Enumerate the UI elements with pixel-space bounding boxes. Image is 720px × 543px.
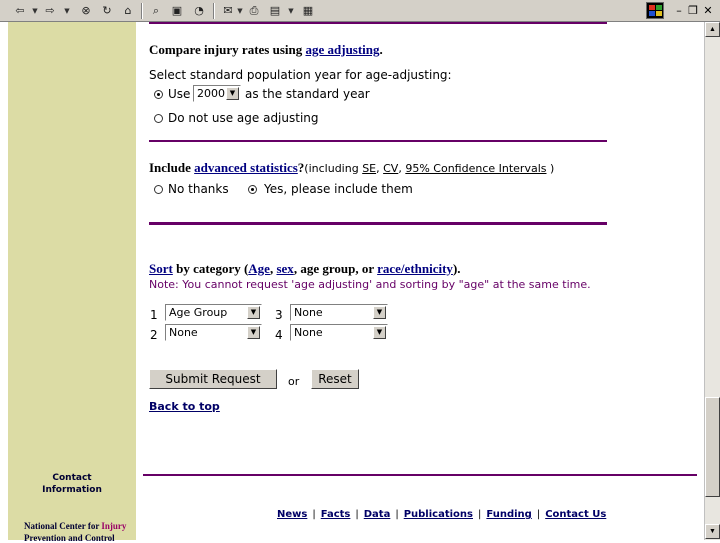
- mail-dropdown-icon[interactable]: ▼: [237, 7, 243, 15]
- contact-information-link[interactable]: [8, 472, 136, 496]
- no-thanks-radio[interactable]: [154, 185, 163, 194]
- org-injury: Injury: [101, 521, 127, 531]
- minimize-icon[interactable]: –: [676, 4, 682, 17]
- discuss-icon[interactable]: ▦: [302, 4, 314, 17]
- sort-slot-number: 2: [150, 328, 158, 342]
- restore-icon[interactable]: ❐: [688, 4, 698, 17]
- se-link[interactable]: SE: [362, 162, 377, 175]
- scroll-up-icon[interactable]: ▲: [705, 22, 720, 37]
- sort-mid: , age group, or: [293, 261, 378, 276]
- use-label: Use: [168, 87, 191, 101]
- footer-nav: [277, 504, 606, 522]
- footer-link-contact-us[interactable]: Contact Us: [545, 509, 607, 520]
- yes-include-radio[interactable]: [248, 185, 257, 194]
- footer-divider: [143, 474, 697, 476]
- divider: [149, 22, 607, 24]
- standard-year-select[interactable]: [193, 85, 241, 102]
- age-adjust-heading-prefix: Compare injury rates using: [149, 42, 306, 57]
- advanced-heading-q: ?: [297, 160, 305, 175]
- footer-link-data[interactable]: Data: [363, 509, 391, 520]
- advanced-stats-heading: [149, 159, 554, 177]
- mail-icon[interactable]: ✉: [223, 4, 233, 17]
- age-adjust-heading-suffix: .: [379, 42, 383, 57]
- sort-by-category: by category (: [172, 261, 249, 276]
- no-thanks-label: No thanks: [168, 182, 229, 196]
- sort-select-value: None: [169, 326, 198, 339]
- footer-separator: |: [536, 509, 541, 520]
- vertical-scrollbar[interactable]: [704, 22, 720, 540]
- or-text: or: [288, 375, 300, 388]
- search-icon[interactable]: ⌕: [152, 4, 160, 17]
- stop-icon[interactable]: ⊗: [81, 4, 91, 17]
- chevron-down-icon[interactable]: ▼: [247, 306, 260, 319]
- advanced-statistics-link[interactable]: advanced statistics: [194, 160, 298, 175]
- forward-dropdown-icon[interactable]: ▼: [64, 7, 70, 15]
- sort-end: ).: [452, 261, 461, 276]
- print-icon[interactable]: ⎙: [249, 4, 259, 17]
- left-sidebar: [8, 22, 136, 543]
- chevron-down-icon[interactable]: ▼: [373, 306, 386, 319]
- sort-select-value: None: [294, 326, 323, 339]
- sex-link[interactable]: sex: [276, 261, 294, 276]
- back-to-top-link[interactable]: Back to top: [149, 400, 220, 413]
- paren-open: (including: [304, 162, 363, 175]
- history-icon[interactable]: ◔: [194, 4, 204, 17]
- age-adjust-heading: [149, 42, 383, 58]
- back-to-top-wrapper: [149, 397, 220, 415]
- org-prefix: National Center for: [24, 521, 102, 531]
- edit-icon[interactable]: ▤: [269, 4, 281, 17]
- close-icon[interactable]: ✕: [703, 4, 713, 17]
- submit-request-button[interactable]: Submit Request: [149, 369, 277, 389]
- comma: ,: [398, 162, 406, 175]
- footer-link-publications[interactable]: Publications: [403, 509, 473, 520]
- footer-separator: |: [355, 509, 359, 520]
- sort-select-1[interactable]: [165, 304, 262, 321]
- sort-select-2[interactable]: [165, 324, 262, 341]
- forward-icon[interactable]: ⇨: [45, 4, 55, 17]
- chevron-down-icon[interactable]: ▼: [373, 326, 386, 339]
- year-suffix: as the standard year: [245, 87, 370, 101]
- no-age-adjust-radio[interactable]: [154, 114, 163, 123]
- standard-year-value: 2000: [197, 87, 225, 100]
- sort-heading: [149, 261, 461, 277]
- advanced-heading-prefix: Include: [149, 160, 195, 175]
- reset-button[interactable]: Reset: [311, 369, 359, 389]
- sort-link[interactable]: Sort: [149, 261, 173, 276]
- age-adjusting-link[interactable]: age adjusting: [305, 42, 380, 57]
- chevron-down-icon[interactable]: ▼: [226, 87, 239, 100]
- chevron-down-icon[interactable]: ▼: [247, 326, 260, 339]
- paren-close: ): [546, 162, 555, 175]
- footer-separator: |: [395, 509, 399, 520]
- sort-select-value: None: [294, 306, 323, 319]
- back-icon[interactable]: ⇦: [15, 4, 25, 17]
- browser-toolbar: [0, 0, 720, 22]
- sort-select-3[interactable]: [290, 304, 388, 321]
- divider: [149, 222, 607, 225]
- age-link[interactable]: Age: [248, 261, 270, 276]
- scroll-thumb[interactable]: [705, 397, 720, 497]
- toolbar-separator: [213, 3, 215, 19]
- no-age-adjust-label: Do not use age adjusting: [168, 111, 319, 125]
- age-adjust-prompt: Select standard population year for age-adjusting:: [149, 68, 452, 82]
- footer-separator: |: [478, 509, 482, 520]
- favorites-icon[interactable]: ▣: [171, 4, 183, 17]
- sort-select-4[interactable]: [290, 324, 388, 341]
- sort-slot-number: 1: [150, 308, 158, 322]
- use-age-adjust-radio[interactable]: [154, 90, 163, 99]
- back-dropdown-icon[interactable]: ▼: [32, 7, 38, 15]
- edit-dropdown-icon[interactable]: ▼: [288, 7, 294, 15]
- org-name-line2: Prevention and Control: [24, 533, 115, 543]
- scroll-down-icon[interactable]: ▼: [705, 524, 720, 539]
- divider: [149, 140, 607, 142]
- contact-line2: Information: [42, 485, 102, 495]
- footer-separator: |: [312, 509, 316, 520]
- comma: ,: [376, 162, 384, 175]
- home-icon[interactable]: ⌂: [124, 4, 132, 17]
- windows-logo-icon: [646, 2, 664, 19]
- toolbar-separator: [141, 3, 143, 19]
- org-name: [24, 521, 126, 531]
- sort-note: Note: You cannot request 'age adjusting' and sorting by "age" at the same time.: [149, 278, 591, 291]
- confidence-intervals-link[interactable]: 95% Confidence Intervals: [405, 162, 547, 175]
- footer-link-funding[interactable]: Funding: [486, 509, 532, 520]
- contact-line1: Contact: [52, 473, 92, 483]
- race-ethnicity-link[interactable]: race/ethnicity: [377, 261, 453, 276]
- footer-link-facts[interactable]: Facts: [320, 509, 351, 520]
- yes-include-label: Yes, please include them: [264, 182, 413, 196]
- refresh-icon[interactable]: ↻: [102, 4, 112, 17]
- comma: ,: [269, 261, 277, 276]
- sort-slot-number: 4: [275, 328, 283, 342]
- footer-link-news[interactable]: News: [277, 509, 308, 520]
- sort-select-value: Age Group: [169, 306, 228, 319]
- cv-link[interactable]: CV: [383, 162, 399, 175]
- sort-slot-number: 3: [275, 308, 283, 322]
